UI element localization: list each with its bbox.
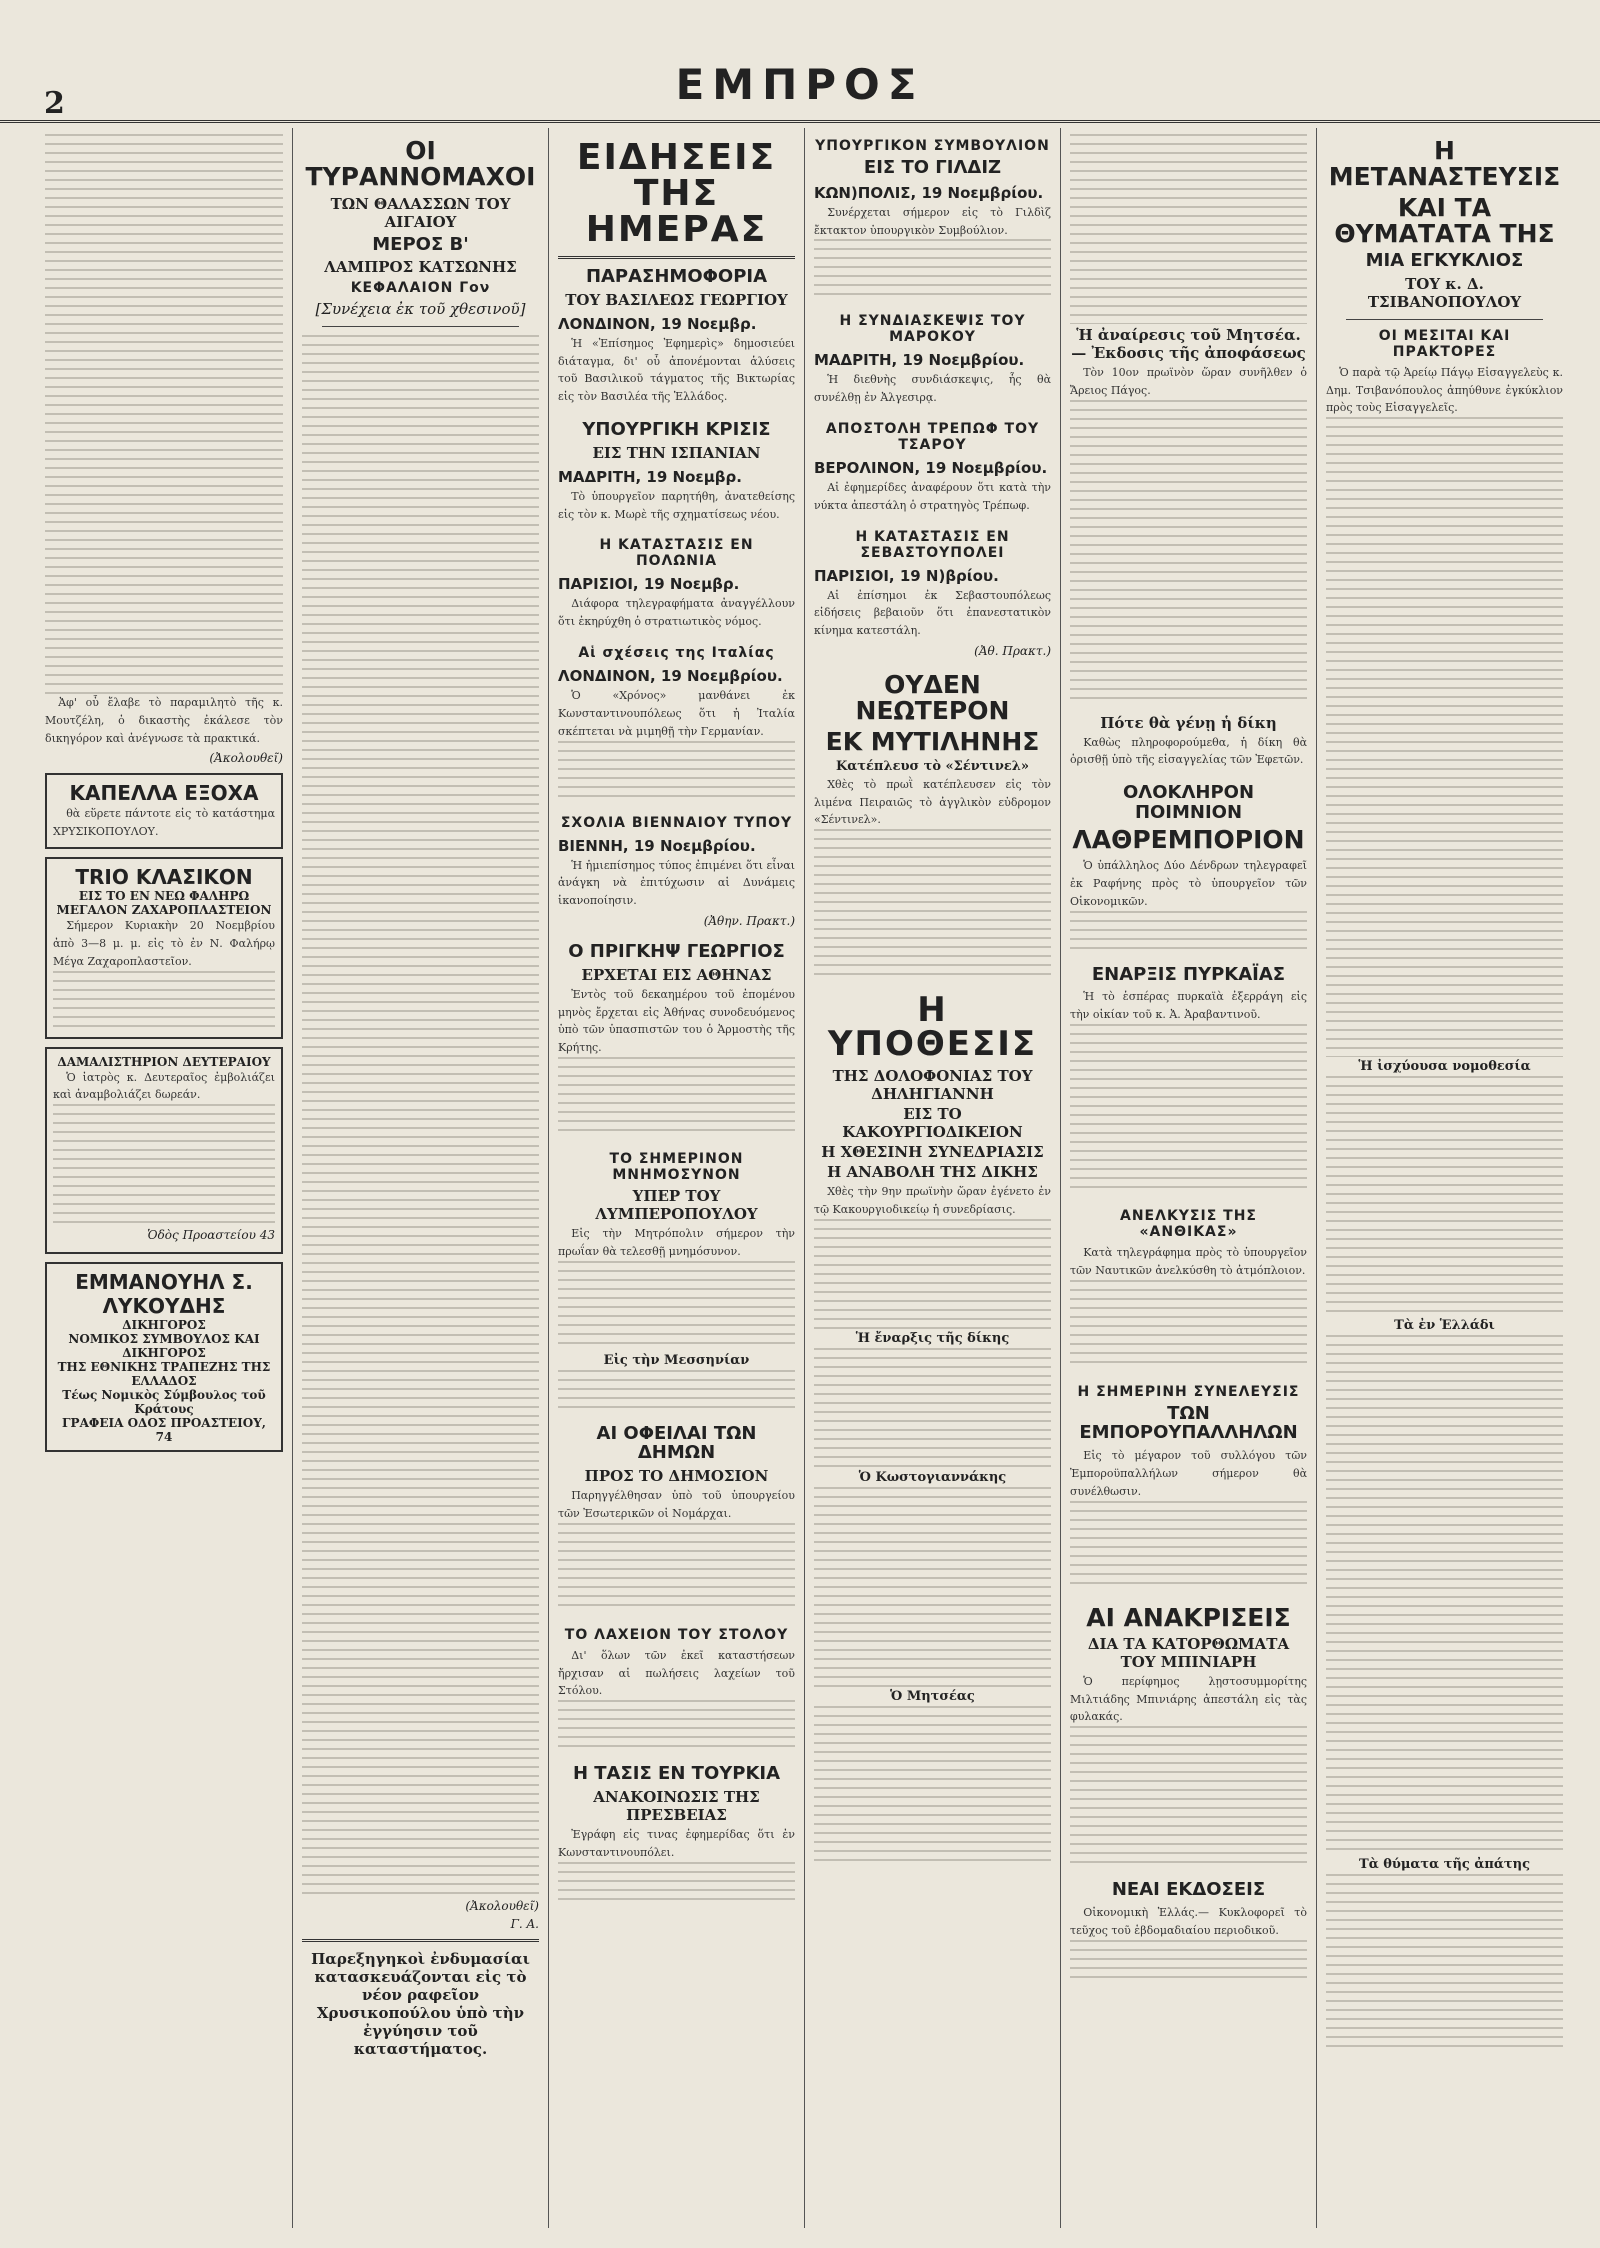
news-section-smuggling xyxy=(1070,783,1307,950)
section-sub: ΕΙΣ ΤΟ ΓΙΛΔΙΖ xyxy=(863,157,1002,178)
ad-hats-title: ΚΑΠΕΛΛΑ ΕΞΟΧΑ xyxy=(69,781,259,806)
serial-part: ΜΕΡΟΣ Β' xyxy=(372,233,469,255)
section-lines xyxy=(558,1700,795,1750)
section-head: ΤΟ ΣΗΜΕΡΙΝΟΝ ΜΝΗΜΟΣΥΝΟΝ xyxy=(609,1151,744,1184)
divider xyxy=(558,256,795,259)
news-section-lottery xyxy=(558,1627,795,1750)
divider xyxy=(322,326,519,327)
article-heading: Η ΜΕΤΑΝΑΣΤΕΥΣΙΣ xyxy=(1328,136,1561,192)
news-heading: ΕΙΔΗΣΕΙΣ ΤΗΣ ΗΜΕΡΑΣ xyxy=(576,137,777,250)
masthead xyxy=(0,0,1600,123)
section-text: Ὁ περίφημος λῃστοσυμμορίτης Μιλτιάδης Μπινιάρης ἀπεστάλη εἰς τὰς φυλακάς. xyxy=(1070,1674,1307,1724)
section-lines xyxy=(814,239,1051,299)
section-sub5: Ἡ ἔναρξις τῆς δίκης xyxy=(855,1330,1010,1346)
news-section-trepov xyxy=(814,421,1051,515)
news-section-clerks xyxy=(1070,1384,1307,1591)
section-head: ΝΕΑΙ ΕΚΔΟΣΕΙΣ xyxy=(1111,1879,1266,1901)
dateline: ΒΕΡΟΛΙΝΟΝ, 19 Νοεμβρίου. xyxy=(814,459,1048,478)
serial-chapter: ΚΕΦΑΛΑΙΟΝ Γον xyxy=(350,280,491,297)
news-section-annulment xyxy=(1070,326,1307,700)
section-sub: ΤΩΝ ΕΜΠΟΡΟΥΠΑΛΛΗΛΩΝ xyxy=(1079,1402,1298,1444)
section-sub2: ΕΙΣ ΤΟ ΚΑΚΟΥΡΓΙΟΔΙΚΕΙΟΝ xyxy=(842,1105,1023,1142)
serial-body-lines xyxy=(302,335,539,1895)
section-head: ΥΠΟΥΡΓΙΚΗ ΚΡΙΣΙΣ xyxy=(582,419,771,441)
section-sub2: Εἰς τὴν Μεσσηνίαν xyxy=(603,1352,750,1368)
source: (Ἀθην. Πρακτ.) xyxy=(703,913,795,928)
continued-lines xyxy=(1070,134,1307,324)
article-lines xyxy=(1326,1335,1563,1855)
section-head: ΑΙ ΟΦΕΙΛΑΙ ΤΩΝ ΔΗΜΩΝ xyxy=(596,1422,757,1464)
ad-vaccination-lines xyxy=(53,1104,275,1224)
dateline: ΠΑΡΙΣΙΟΙ, 19 Νοεμβρ. xyxy=(558,575,740,594)
section-lines xyxy=(558,1057,795,1137)
section-head: Η ΚΑΤΑΣΤΑΣΙΣ ΕΝ ΠΟΛΩΝΙΑ xyxy=(599,537,754,570)
section-sub: ΕΚ ΜΥΤΙΛΗΝΗΣ xyxy=(825,726,1040,756)
section-sub: Πότε θὰ γένῃ ἡ δίκη xyxy=(1100,713,1277,732)
section-text: Παρηγγέλθησαν ὑπὸ τοῦ ὑπουργείου τῶν Ἐσωτερικῶν οἱ Νομάρχαι. xyxy=(558,1489,795,1521)
dateline: ΜΑΔΡΙΤΗ, 19 Νοεμβρ. xyxy=(558,467,742,486)
section-lines xyxy=(814,1706,1051,1866)
section-text: Καθὼς πληροφορούμεθα, ἡ δίκη θὰ ὁρισθῇ ὑπὸ τῆς εἰσαγγελίας τῶν Ἐφετῶν. xyxy=(1070,735,1307,767)
ad-vaccination-title: ΔΑΜΑΛΙΣΤΗΡΙΟΝ ΔΕΥΤΕΡΑΙΟΥ xyxy=(57,1054,271,1069)
ad-lawyer-line3: ΤΗΣ ΕΘΝΙΚΗΣ ΤΡΑΠΕΖΗΣ ΤΗΣ ΕΛΛΑΔΟΣ xyxy=(57,1360,271,1389)
dateline: ΒΙΕΝΝΗ, 19 Νοεμβρίου. xyxy=(558,836,756,855)
news-section-prince xyxy=(558,942,795,1137)
section-text: Ὁ ὑπάλληλος Δύο Δένδρων τηλεγραφεῖ ἐκ Ραφήνης πρὸς τὸ ὑπουργεῖον τῶν Οἰκονομικῶν. xyxy=(1070,859,1307,908)
news-section-trial xyxy=(814,990,1051,1866)
dateline: ΜΑΔΡΙΤΗ, 19 Νοεμβρίου. xyxy=(814,351,1025,370)
divider xyxy=(302,1939,539,1942)
ad-trio-line3: ΜΕΓΑΛΟΝ ΖΑΧΑΡΟΠΛΑΣΤΕΙΟΝ xyxy=(56,903,272,918)
section-text: Ὁ «Χρόνος» μανθάνει ἐκ Κωνσταντινουπόλεως ὅτι ἡ Ἰταλία σκέπτεται νὰ μιμηθῇ τὴν Γερμανίαν. xyxy=(558,689,795,738)
section-head: ΑΝΕΛΚΥΣΙΣ ΤΗΣ «ΑΝΘΙΚΑΣ» xyxy=(1120,1207,1257,1240)
section-head: Η ΣΥΝΔΙΑΣΚΕΨΙΣ ΤΟΥ ΜΑΡΟΚΟΥ xyxy=(839,313,1026,346)
section-sub: ΕΡΧΕΤΑΙ ΕΙΣ ΑΘΗΝΑΣ xyxy=(581,965,772,984)
news-section-morocco xyxy=(814,313,1051,407)
ad-vaccination-address: Ὁδὸς Προαστείου 43 xyxy=(147,1228,275,1243)
serial-text-lines xyxy=(45,134,283,694)
column-5 xyxy=(1060,128,1316,2228)
article-lines xyxy=(1326,417,1563,1057)
news-section-yildiz xyxy=(814,138,1051,299)
ad-vaccination xyxy=(45,1047,283,1255)
section-text: Τὸ ὑπουργεῖον παρητήθη, ἀνατεθείσης εἰς τὸν κ. Μωρὲ τῆς σχηματίσεως νέου. xyxy=(558,489,795,521)
section-head: ΑΙ ΑΝΑΚΡΙΣΕΙΣ xyxy=(1086,1602,1291,1632)
news-section-decoration xyxy=(558,267,795,406)
section-text: Χθὲς τὴν 9ην πρωϊνὴν ὥραν ἐγένετο ἐν τῷ Κακουργιοδικείῳ ἡ συνεδρίασις. xyxy=(814,1185,1051,1217)
source: (Ἀθ. Πρακτ.) xyxy=(974,644,1051,659)
section-head: ΟΥΔΕΝ ΝΕΩΤΕΡΟΝ xyxy=(855,670,1010,726)
section-text: Κατὰ τηλεγράφημα πρὸς τὸ ὑπουργεῖον τῶν Ναυτικῶν ἀνελκύσθη τὸ ἀτμόπλοιον. xyxy=(1070,1245,1307,1277)
section-head: Η ΣΗΜΕΡΙΝΗ ΣΥΝΕΛΕΥΣΙΣ xyxy=(1077,1383,1300,1400)
section-text: Αἱ ἐπίσημοι ἐκ Σεβαστουπόλεως εἰδήσεις βεβαιοῦν ὅτι ἐπανεστατικὸν κίνημα κατεστάλη. xyxy=(814,588,1051,638)
section-head: ΕΝΑΡΞΙΣ ΠΥΡΚΑΪΑΣ xyxy=(1091,963,1286,985)
section-head: Η ΥΠΟΘΕΣΙΣ xyxy=(827,990,1038,1065)
serial-signature: Γ. Α. xyxy=(510,1917,539,1932)
section-text: Χθὲς τὸ πρωῒ κατέπλευσεν εἰς τὸν λιμένα Πειραιῶς τὸ ἀγγλικὸν εὐδρομον «Σέντινελ». xyxy=(814,777,1051,827)
news-section-vienna xyxy=(558,815,795,928)
newspaper-title: ΕΜΠΡΟΣ xyxy=(675,60,925,109)
ad-trio-line2: ΕΙΣ ΤΟ ΕΝ ΝΕΩ ΦΑΛΗΡΩ xyxy=(78,889,250,904)
column-3 xyxy=(548,128,804,2228)
article-lines xyxy=(1326,1874,1563,2054)
page-number: 2 xyxy=(44,86,65,121)
section-head: Η ΤΑΣΙΣ ΕΝ ΤΟΥΡΚΙΑ xyxy=(572,1763,781,1785)
section-lines xyxy=(1070,400,1307,700)
section-lines xyxy=(814,1348,1051,1468)
ad-hats-text: θὰ εὕρετε πάντοτε εἰς τὸ κατάστημα ΧΡΥΣΙΚΟΠΟΥΛΟΥ. xyxy=(53,807,275,839)
section-text: Τὸν 10ον πρωϊνὸν ὥραν συνῆλθεν ὁ Ἄρειος Πάγος. xyxy=(1070,366,1307,397)
article-sub5: Τὰ θύματα τῆς ἀπάτης xyxy=(1359,1857,1530,1873)
section-lines xyxy=(558,1370,795,1410)
section-text: Εἰς τὴν Μητρόπολιν σήμερον τὴν πρωΐαν θὰ τελεσθῇ μνημόσυνον. xyxy=(558,1227,795,1258)
serial-text: Ἀφ' οὗ ἔλαβε τὸ παραμιλητὸ τῆς κ. Μουτζέλη, ὁ δικαστὴς ἐκάλεσε τὸν δικηγόρον καὶ ἀνέγνωσε τὰ πρακτικά. xyxy=(45,696,283,745)
section-head: Αἱ σχέσεις της Ιταλίας xyxy=(578,645,775,662)
section-head: ΥΠΟΥΡΓΙΚΟΝ ΣΥΜΒΟΥΛΙΟΝ xyxy=(815,138,1050,154)
ad-lawyer-name: ΕΜΜΑΝΟΥΗΛ Σ. ΛΥΚΟΥΔΗΣ xyxy=(75,1270,253,1319)
section-sub7: Ὁ Μητσέας xyxy=(890,1688,975,1704)
news-section-inquiries xyxy=(1070,1602,1307,1867)
section-sub2: Κατέπλευσ τὸ «Σέντινελ» xyxy=(835,758,1029,774)
news-section-fire xyxy=(1070,965,1307,1194)
news-section-salvage xyxy=(1070,1208,1307,1370)
divider xyxy=(1346,319,1543,320)
section-text: Ἡ διεθνὴς συνδιάσκεψις, ἧς θὰ συνέλθῃ ἐν Ἀλγεσιρᾳ. xyxy=(814,373,1051,405)
article-sub4: Τὰ ἐν Ἑλλάδι xyxy=(1394,1318,1495,1334)
section-text: Ἡ τὸ ἑσπέρας πυρκαϊὰ ἐξερράγη εἰς τὴν οἰκίαν τοῦ κ. Ἀ. Ἀραβαντινοῦ. xyxy=(1070,990,1307,1022)
section-sub: ΕΙΣ ΤΗΝ ΙΣΠΑΝΙΑΝ xyxy=(592,443,761,462)
section-lines xyxy=(814,829,1051,979)
news-section-debts xyxy=(558,1424,795,1613)
ad-trio-text: Σήμερον Κυριακὴν 20 Νοεμβρίου ἀπὸ 3—8 μ. μ. εἰς τὸ ἐν Ν. Φαλήρῳ Μέγα Ζαχαροπλαστεῖον. xyxy=(53,919,275,968)
news-section-poland xyxy=(558,537,795,631)
section-lines xyxy=(1070,1940,1307,1980)
news-section-turkey xyxy=(558,1764,795,1901)
section-lines xyxy=(1070,1726,1307,1866)
section-text: Διάφορα τηλεγραφήματα ἀναγγέλλουν ὅτι ἐκηρύχθη ὁ στρατιωτικὸς νόμος. xyxy=(558,597,795,629)
section-sub: ΤΟΥ ΒΑΣΙΛΕΩΣ ΓΕΩΡΓΙΟΥ xyxy=(565,290,788,309)
article-heading2: ΚΑΙ ΤΑ ΘΥΜΑΤΑΤΑ ΤΗΣ xyxy=(1334,192,1555,248)
serial-continued: (Ἀκολουθεῖ) xyxy=(465,1899,539,1914)
ad-lawyer-address: ΓΡΑΦΕΙΑ ΟΔΟΣ ΠΡΟΑΣΤΕΙΟΥ, 74 xyxy=(62,1416,266,1445)
ad-trio-lines xyxy=(53,971,275,1031)
section-lines xyxy=(1070,1024,1307,1194)
article-sub2: ΟΙ ΜΕΣΙΤΑΙ ΚΑΙ ΠΡΑΚΤΟΡΕΣ xyxy=(1378,327,1511,360)
section-text: Ἡ «Ἐπίσημος Ἐφημερὶς» δημοσιεύει διάταγμα, δι' οὗ ἀπονέμονται ἁλύσεις τοῦ Βασιλικοῦ τάγματος τῆς Βικτωρίας εἰς τὸν Βασιλέα τῆς Ἑλλάδος. xyxy=(558,336,795,404)
column-1 xyxy=(36,128,292,2228)
section-sub: ΤΗΣ ΔΟΛΟΦΟΝΙΑΣ ΤΟΥ ΔΗΛΗΓΙΑΝΝΗ xyxy=(832,1067,1033,1104)
section-head: ΑΠΟΣΤΟΛΗ ΤΡΕΠΩΦ ΤΟΥ ΤΣΑΡΟΥ xyxy=(825,421,1040,454)
serial-heading: ΟΙ ΤΥΡΑΝΝΟΜΑΧΟΙ xyxy=(305,136,536,192)
ad-lawyer-line4: Τέως Νομικὸς Σύμβουλος τοῦ Κράτους xyxy=(62,1388,266,1417)
section-text: Εἰς τὸ μέγαρον τοῦ συλλόγου τῶν Ἐμποροϋπαλλήλων σήμερον θὰ συνέλθωσιν. xyxy=(1070,1449,1307,1498)
section-sub: ΛΑΘΡΕΜΠΟΡΙΟΝ xyxy=(1072,824,1305,854)
section-text: Ἐγράφη εἰς τινας ἐφημερίδας ὅτι ἐν Κωνσταντινουπόλει. xyxy=(558,1828,795,1859)
continued-note: (Ἀκολουθεῖ) xyxy=(209,751,283,766)
section-lines xyxy=(558,741,795,801)
news-section-memorial xyxy=(558,1151,795,1410)
column-4 xyxy=(804,128,1060,2228)
news-section-spain xyxy=(558,420,795,523)
section-head: Η ΚΑΤΑΣΤΑΣΙΣ ΕΝ ΣΕΒΑΣΤΟΥΠΟΛΕΙ xyxy=(855,528,1010,561)
dateline: ΛΟΝΔΙΝΟΝ, 19 Νοεμβρίου. xyxy=(558,667,783,686)
section-head: ΠΑΡΑΣΗΜΟΦΟΡΙΑ xyxy=(585,266,768,287)
article-sub3: Ἡ ἰσχύουσα νομοθεσία xyxy=(1358,1059,1531,1075)
section-lines xyxy=(1070,911,1307,951)
news-section-italy xyxy=(558,645,795,800)
ad-vaccination-text: Ὁ ἰατρὸς κ. Δευτεραῖος ἐμβολιάζει καὶ ἀναμβολιάζει δωρεάν. xyxy=(53,1070,275,1102)
section-sub: Ἡ ἀναίρεσις τοῦ Μητσέα.— Ἐκδοσις τῆς ἀποφάσεως xyxy=(1071,326,1306,362)
section-text: Ἐντὸς τοῦ δεκαημέρου τοῦ ἐπομένου μηνὸς ἔρχεται εἰς Ἀθήνας συνοδευόμενος ὑπὸ τῶν ὑπασπιστῶν του ὁ Ἁρμοστὴς τῆς Κρήτης. xyxy=(558,987,795,1055)
section-head: ΣΧΟΛΙΑ ΒΙΕΝΝΑΙΟΥ ΤΥΠΟΥ xyxy=(560,814,793,831)
section-sub: ΑΝΑΚΟΙΝΩΣΙΣ ΤΗΣ ΠΡΕΣΒΕΙΑΣ xyxy=(593,1788,760,1825)
column-2 xyxy=(292,128,548,2228)
serial-continued-from: [Συνέχεια ἐκ τοῦ χθεσινοῦ] xyxy=(315,300,526,319)
section-text: Δι' ὅλων τῶν ἐκεῖ καταστήσεων ἤρχισαν αἱ πωλήσεις λαχείων τοῦ Στόλου. xyxy=(558,1648,795,1698)
tailor-notice: Παρεξηγηκοὶ ἐνδυμασίαι κατασκευάζονται εἰς τὸ νέον ραφεῖον Χρυσικοπούλου ὑπὸ τὴν ἐγγύησιν τοῦ καταστήματος. xyxy=(311,1950,530,2059)
dateline: ΚΩΝ)ΠΟΛΙΣ, 19 Νοεμβρίου. xyxy=(814,183,1044,202)
serial-subtitle: ΛΑΜΠΡΟΣ ΚΑΤΣΩΝΗΣ xyxy=(324,258,517,277)
section-lines xyxy=(814,1219,1051,1329)
article-text: Ὁ παρὰ τῷ Ἀρείῳ Πάγῳ Εἰσαγγελεὺς κ. Δημ. Τσιβανόπουλος ἀπηύθυνε ἐγκύκλιον πρὸς τοὺς Εἰσαγγελεῖς. xyxy=(1326,365,1563,415)
news-section-mytilene xyxy=(814,672,1051,979)
article-lines xyxy=(1326,1076,1563,1316)
section-sub: ΠΡΟΣ ΤΟ ΔΗΜΟΣΙΟΝ xyxy=(584,1467,769,1486)
section-lines xyxy=(814,1487,1051,1687)
article-heading3: ΜΙΑ ΕΓΚΥΚΛΙΟΣ xyxy=(1365,250,1524,271)
section-head: ΤΟ ΛΑΧΕΙΟΝ ΤΟΥ ΣΤΟΛΟΥ xyxy=(564,1626,789,1643)
dateline: ΠΑΡΙΣΙΟΙ, 19 Ν)βρίου. xyxy=(814,566,999,585)
news-section-sevastopol xyxy=(814,529,1051,658)
section-lines xyxy=(558,1862,795,1902)
section-lines xyxy=(558,1523,795,1613)
section-sub3: Η ΧΘΕΣΙΝΗ ΣΥΝΕΔΡΙΑΣΙΣ xyxy=(821,1143,1044,1162)
ad-trio xyxy=(45,857,283,1038)
columns xyxy=(36,128,1572,2228)
news-section-publications xyxy=(1070,1880,1307,1979)
section-sub4: Η ΑΝΑΒΟΛΗ ΤΗΣ ΔΙΚΗΣ xyxy=(827,1163,1038,1182)
ad-trio-title: TRIO ΚΛΑΣΙΚΟΝ xyxy=(75,865,253,890)
ad-lawyer xyxy=(45,1262,283,1452)
dateline: ΛΟΝΔΙΝΟΝ, 19 Νοεμβρ. xyxy=(558,314,757,333)
section-text: Ἡ ἡμιεπίσημος τύπος ἐπιμένει ὅτι εἶναι ἀνάγκη νὰ ἐπιτύχωσιν αἱ Δυνάμεις ἱκανοποίησιν. xyxy=(558,858,795,908)
section-text: Συνέρχεται σήμερον εἰς τὸ Γιλδὶζ ἔκτακτον ὑπουργικὸν Συμβούλιον. xyxy=(814,205,1051,237)
section-lines xyxy=(1070,1501,1307,1591)
section-text: Αἱ ἐφημερίδες ἀναφέρουν ὅτι κατὰ τὴν νύκτα ἀπεστάλη ὁ στρατηγὸς Τρέπωφ. xyxy=(814,481,1051,512)
section-sub: ΥΠΕΡ ΤΟΥ ΛΥΜΠΕΡΟΠΟΥΛΟΥ xyxy=(595,1187,758,1224)
section-head: Ο ΠΡΙΓΚΗΨ ΓΕΩΡΓΙΟΣ xyxy=(568,940,785,962)
serial-subheading: ΤΩΝ ΘΑΛΑΣΣΩΝ ΤΟΥ ΑΙΓΑΙΟΥ xyxy=(330,194,511,231)
article-sub: ΤΟΥ κ. Δ. ΤΣΙΒΑΝΟΠΟΥΛΟΥ xyxy=(1367,274,1522,311)
section-lines xyxy=(558,1261,795,1351)
section-head: ΟΛΟΚΛΗΡΟΝ ΠΟΙΜΝΙΟΝ xyxy=(1122,782,1255,824)
ad-hats xyxy=(45,773,283,849)
news-section-when-trial xyxy=(1070,714,1307,770)
ad-lawyer-line2: ΝΟΜΙΚΟΣ ΣΥΜΒΟΥΛΟΣ ΚΑΙ ΔΙΚΗΓΟΡΟΣ xyxy=(68,1332,260,1361)
section-text: Οἰκονομικὴ Ἑλλάς.— Κυκλοφορεῖ τὸ τεῦχος τοῦ ἑβδομαδιαίου περιοδικοῦ. xyxy=(1070,1906,1307,1937)
section-sub: ΔΙΑ ΤΑ ΚΑΤΟΡΘΩΜΑΤΑ ΤΟΥ ΜΠΙΝΙΑΡΗ xyxy=(1087,1634,1290,1671)
section-sub6: Ὁ Κωστογιαννάκης xyxy=(858,1469,1007,1485)
section-lines xyxy=(1070,1280,1307,1370)
column-6 xyxy=(1316,128,1572,2228)
ad-lawyer-title: ΔΙΚΗΓΟΡΟΣ xyxy=(122,1318,206,1333)
